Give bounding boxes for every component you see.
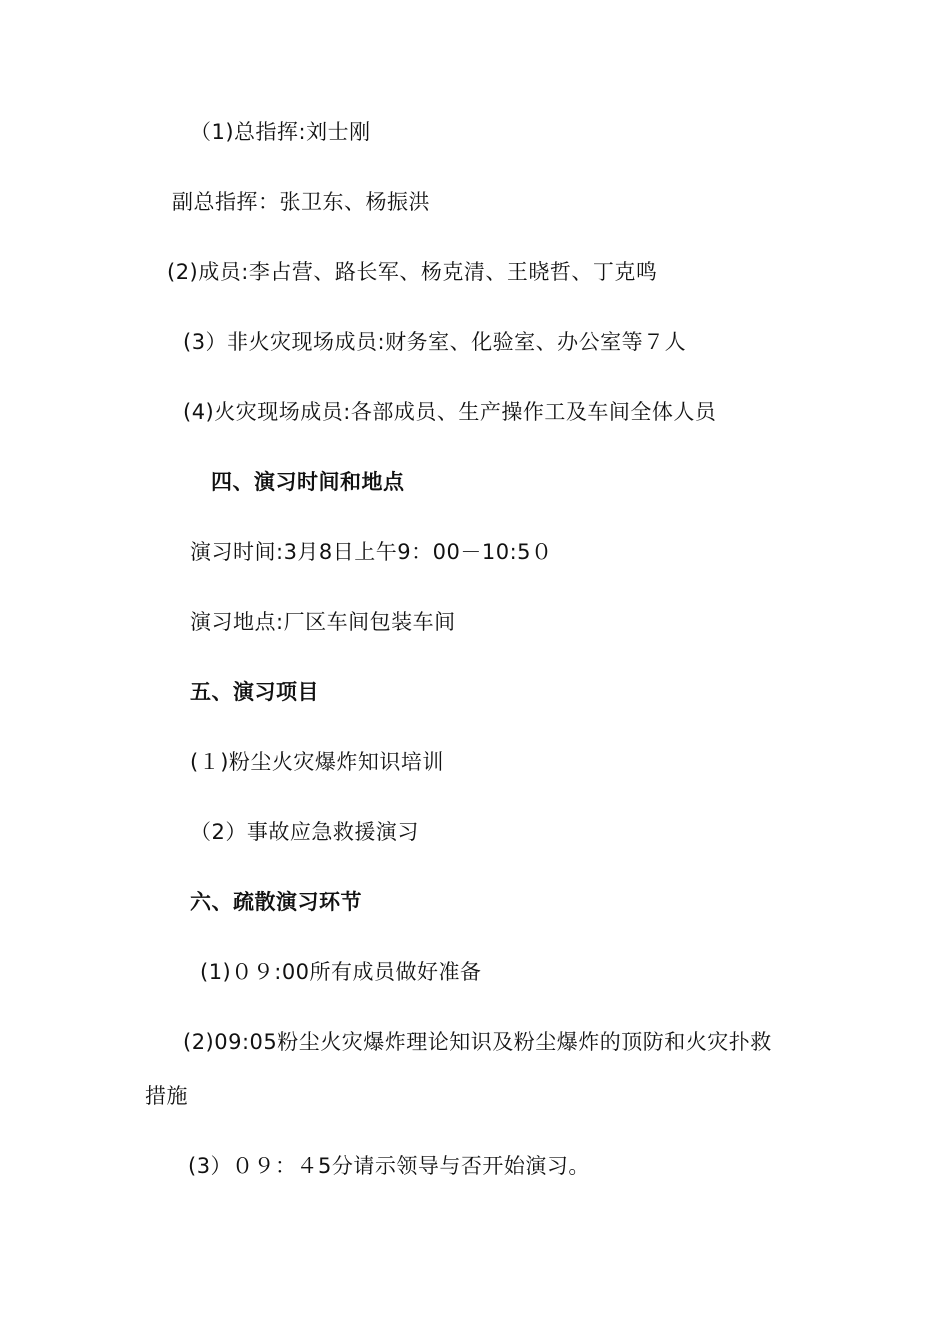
evacuation-step-2: (2)09:05粉尘火灾爆炸理论知识及粉尘爆炸的顶防和火灾扑救 bbox=[183, 1030, 772, 1054]
drill-location-line: 演习地点:厂区车间包装车间 bbox=[190, 610, 456, 634]
evacuation-step-1: (1)０９:00所有成员做好准备 bbox=[200, 960, 482, 984]
drill-item-2: （2）事故应急救援演习 bbox=[190, 820, 419, 844]
deputy-commander-line: 副总指挥：张卫东、杨振洪 bbox=[172, 190, 430, 214]
evacuation-step-3: (3）０９：４5分请示领导与否开始演习。 bbox=[188, 1154, 590, 1178]
non-fire-site-members-line: (3）非火灾现场成员:财务室、化验室、办公室等７人 bbox=[183, 330, 687, 354]
drill-item-1: (１)粉尘火灾爆炸知识培训 bbox=[190, 750, 444, 774]
members-line: (2)成员:李占营、路长军、杨克清、王晓哲、丁克鸣 bbox=[167, 260, 658, 284]
evacuation-step-2-continued: 措施 bbox=[145, 1084, 188, 1108]
section-heading-evacuation-steps: 六、疏散演习环节 bbox=[190, 890, 362, 914]
fire-site-members-line: (4)火灾现场成员:各部成员、生产操作工及车间全体人员 bbox=[183, 400, 717, 424]
section-heading-time-location: 四、演习时间和地点 bbox=[211, 470, 405, 494]
commander-line: （1)总指挥:刘士刚 bbox=[190, 120, 371, 144]
section-heading-drill-items: 五、演习项目 bbox=[190, 680, 319, 704]
drill-time-line: 演习时间:3月8日上午9：00－10:5０ bbox=[190, 540, 553, 564]
